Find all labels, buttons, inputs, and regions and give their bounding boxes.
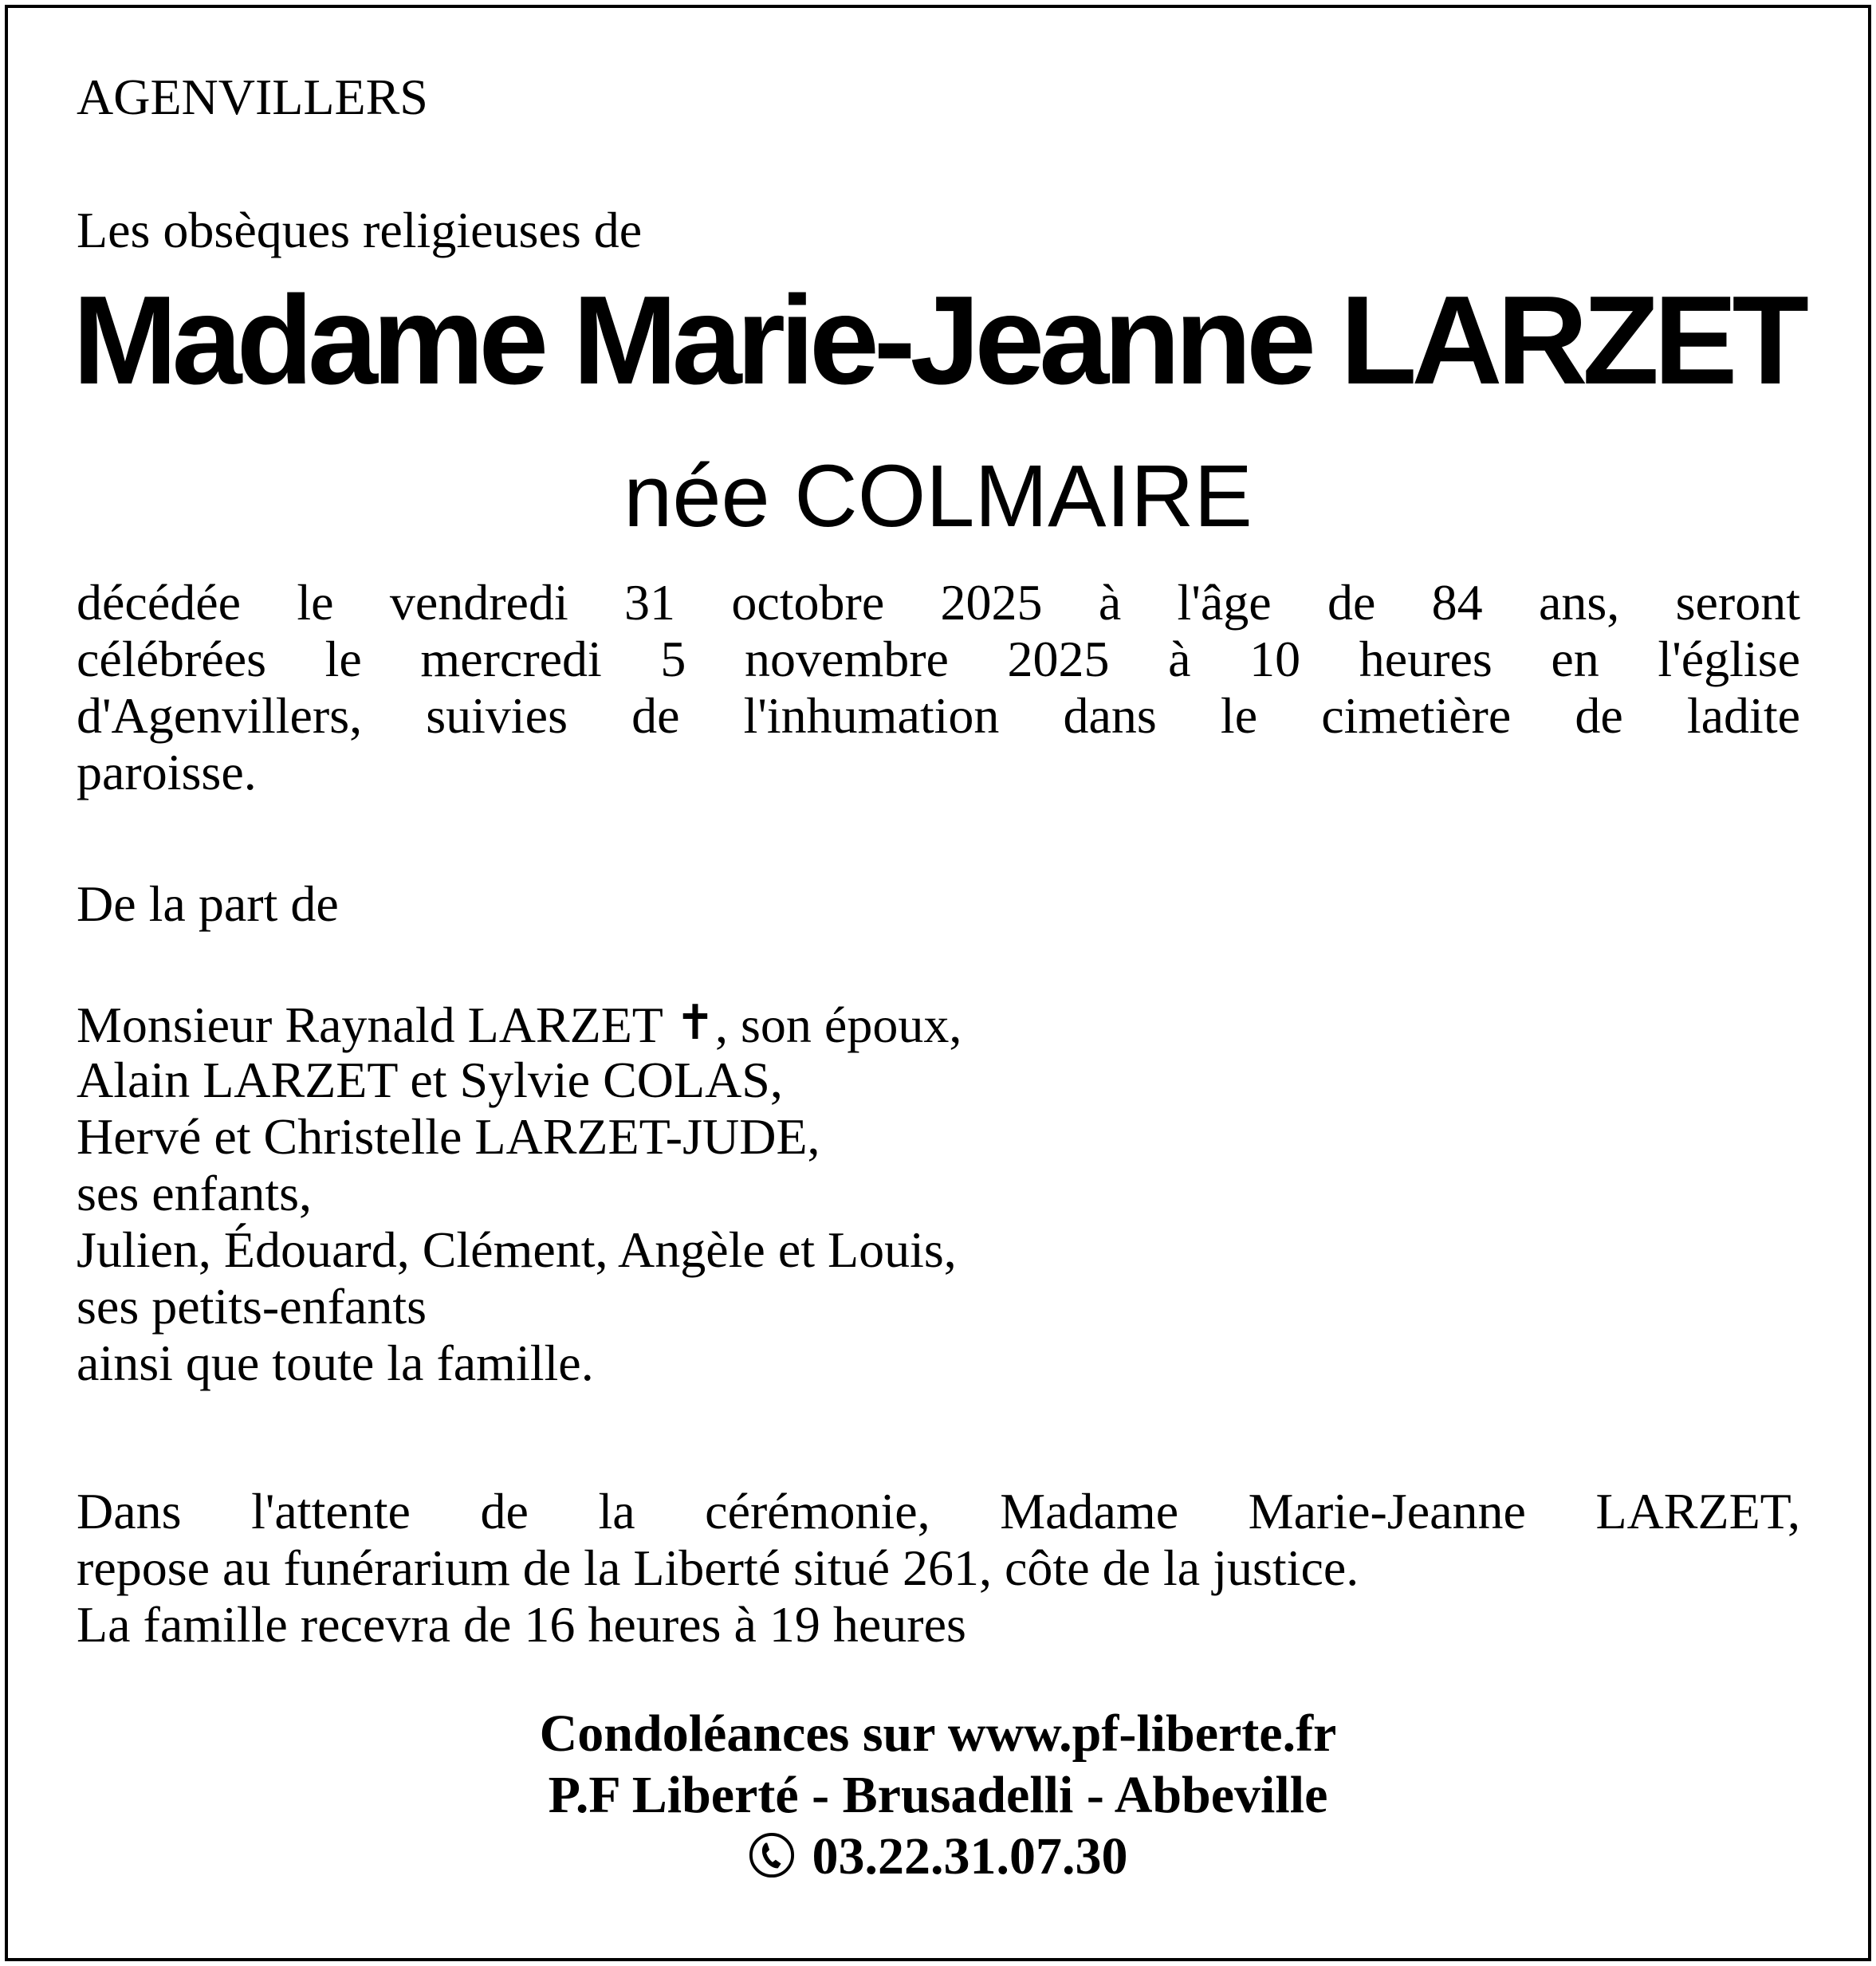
- announcement-line: d'Agenvillers, suivies de l'inhumation dans le cimetière de ladite: [77, 687, 1800, 744]
- from-label: De la part de: [77, 875, 339, 932]
- family-line: ses enfants,: [77, 1165, 313, 1221]
- announcement-line: célébrées le mercredi 5 novembre 2025 à 10 heures en l'église: [77, 631, 1800, 687]
- spouse-relation: , son époux,: [715, 997, 962, 1053]
- announcement-paragraph: [77, 574, 1800, 800]
- family-line: ainsi que toute la famille.: [77, 1335, 594, 1391]
- announcement-line: paroisse.: [77, 744, 257, 800]
- family-line: Hervé et Christelle LARZET-JUDE,: [77, 1108, 820, 1165]
- phone-icon: [749, 1832, 795, 1878]
- family-line: ses petits-enfants: [77, 1278, 427, 1335]
- wait-line: repose au funérarium de la Liberté situé 261, côte de la justice.: [77, 1539, 1359, 1596]
- family-list: [77, 995, 962, 1391]
- town-heading: AGENVILLERS: [77, 69, 428, 125]
- intro-text: Les obsèques religieuses de: [77, 202, 643, 258]
- phone-number: 03.22.31.07.30: [812, 1827, 1128, 1885]
- family-line: Alain LARZET et Sylvie COLAS,: [77, 1052, 783, 1108]
- phone-line: [0, 1827, 1876, 1885]
- funeral-home-line: P.F Liberté - Brusadelli - Abbeville: [548, 1766, 1328, 1824]
- wait-line: La famille recevra de 16 heures à 19 heures: [77, 1596, 966, 1653]
- spouse-name: Monsieur Raynald LARZET: [77, 997, 675, 1053]
- family-line-spouse: [77, 995, 962, 1052]
- maiden-name: née COLMAIRE: [623, 447, 1253, 545]
- deceased-name: Madame Marie-Jeanne LARZET: [72, 270, 1804, 411]
- wait-line: Dans l'attente de la cérémonie, Madame Marie-Jeanne LARZET,: [77, 1483, 1800, 1539]
- condolences-line: Condoléances sur www.pf-liberte.fr: [539, 1705, 1337, 1763]
- family-line: Julien, Édouard, Clément, Angèle et Louis,: [77, 1221, 957, 1278]
- cross-icon: ✝: [674, 995, 715, 1051]
- wait-paragraph: [77, 1483, 1800, 1653]
- announcement-line: décédée le vendredi 31 octobre 2025 à l'âge de 84 ans, seront: [77, 574, 1800, 631]
